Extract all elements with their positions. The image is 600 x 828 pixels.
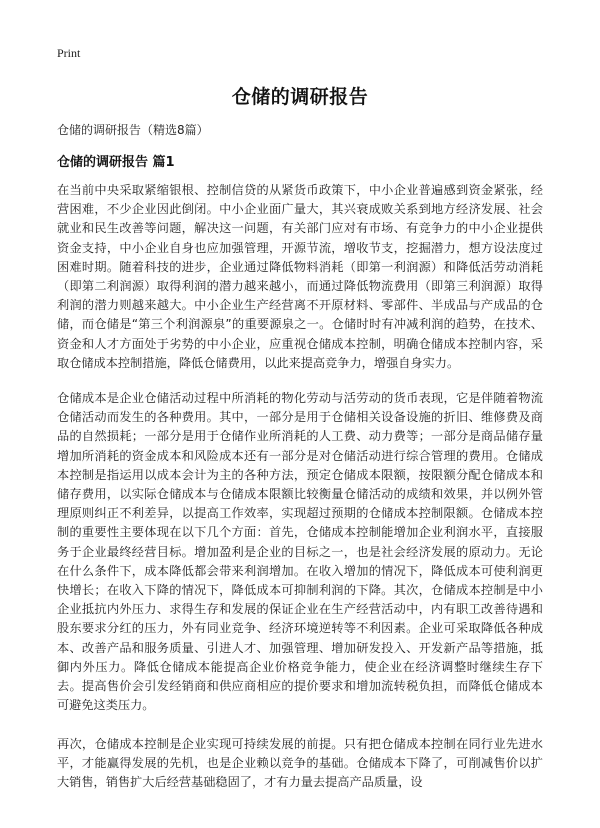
document-title: 仓储的调研报告 xyxy=(231,86,369,108)
section-heading: 仓储的调研报告 篇1 xyxy=(57,155,175,170)
print-link[interactable]: Print xyxy=(57,46,81,60)
body-paragraph-1: 在当前中央采取紧缩银根、控制信贷的从紧货币政策下，中小企业普遍感到资金紧张，经营困难，不少企业因此倒闭。中小企业面广量大，其兴衰成败关系到地方经济发展、社会就业和民生改善等问题，解决这一问题，有关部门应对有市场、有竞争力的中小企业提供资金支持，中小企业自身也应加强管理，开源节流，增收节支，挖掘潜力，想方设法度过困难时期。随着科技的进步，企业通过降低物料消耗（即第一利润源）和降低活劳动消耗（即第二利润源）取得利润的潜力越来越小，而通过降低物流费用（即第三利润源）取得利润的潜力则越来越大。中小企业生产经营离不开原材料、零部件、半成品与产成品的仓储，而仓储是“第三个利润源泉”的重要源泉之一。仓储时时有冲减利润的趋势，在技术、资金和人才方面处于劣势的中小企业，应重视仓储成本控制，明确仓储成本控制内容，采取仓储成本控制措施，降低仓储费用，以此来提高竞争力，增强自身实力。 xyxy=(57,183,543,370)
body-paragraph-3: 再次，仓储成本控制是企业实现可持续发展的前提。只有把仓储成本控制在同行业先进水平，才能赢得发展的先机，也是企业赖以竞争的基础。仓储成本下降了，可削减售价以扩大销售，销售扩大后经营基础稳固了，才有力量去提高产品质量，设 xyxy=(57,737,543,790)
body-paragraph-2: 仓储成本是企业仓储活动过程中所消耗的物化劳动与活劳动的货币表现，它是伴随着物流仓储活动而发生的各种费用。其中，一部分是用于仓储相关设备设施的折旧、维修费及商品的自然损耗；一部分是用于仓储作业所消耗的人工费、动力费等；一部分是商品储存量增加所消耗的资金成本和风险成本还有一部分是对仓储活动进行综合管理的费用。仓储成本控制是指运用以成本会计为主的各种方法，预定仓储成本限额，按限额分配仓储成本和储存费用，以实际仓储成本与仓储成本限额比较衡量仓储活动的成绩和效果，并以例外管理原则纠正不利差异，以提高工作效率，实现超过预期的仓储成本控制限额。仓储成本控制的重要性主要体现在以下几个方面：首先，仓储成本控制能增加企业利润水平，直接服务于企业最终经营目标。增加盈利是企业的目标之一，也是社会经济发展的原动力。无论在什么条件下，成本降低都会带来利润增加。在收入增加的情况下，降低成本可使利润更快增长；在收入下降的情况下，降低成本可抑制利润的下降。其次，仓储成本控制是中小企业抵抗内外压力、求得生存和发展的保证企业在生产经营活动中，内有职工改善待遇和股东要求分红的压力，外有同业竞争、经济环境逆转等不利因素。企业可采取降低各种成本、改善产品和服务质量、引进人才、加强管理、增加研发投入、开发新产品等措施，抵御内外压力。降低仓储成本能提高企业价格竞争能力，使企业在经济调整时继续生存下去。提高售价会引发经销商和供应商相应的提价要求和增加流转税负担，而降低仓储成本可避免这类压力。 xyxy=(57,391,543,713)
document-subtitle: 仓储的调研报告（精选8篇） xyxy=(57,123,209,137)
